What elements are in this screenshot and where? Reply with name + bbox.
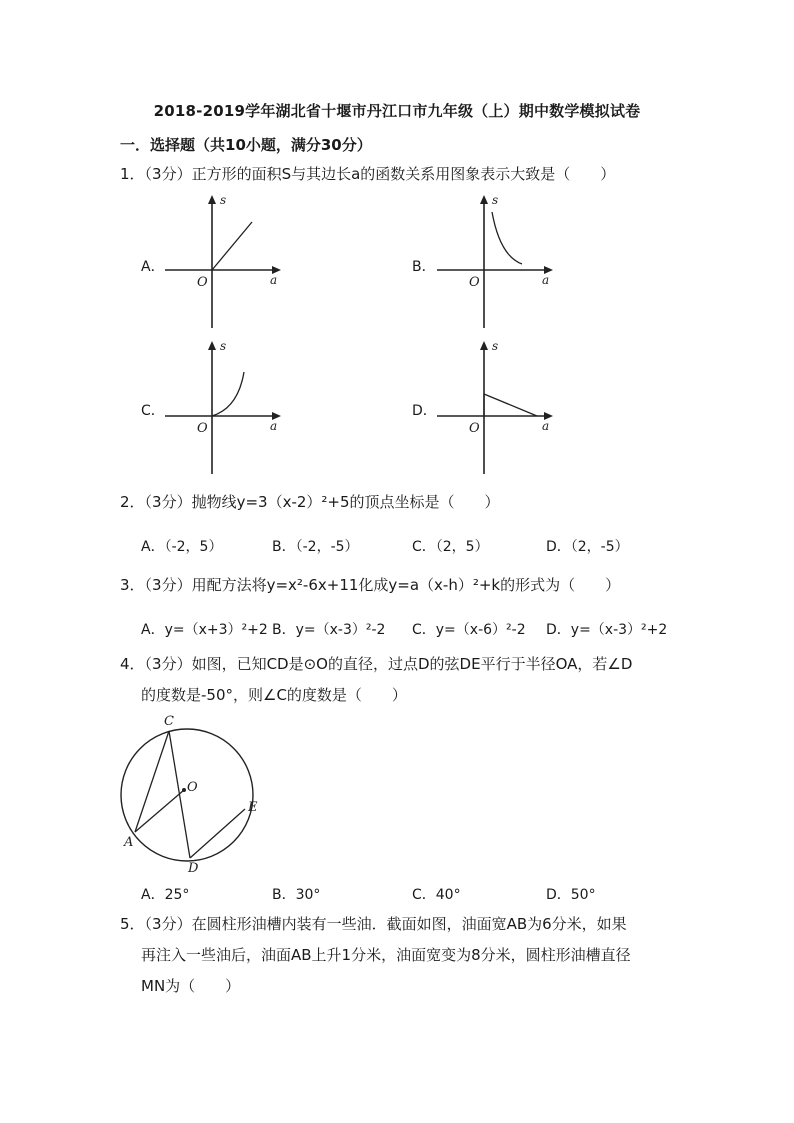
chord-de	[190, 809, 245, 858]
q1-option-b-label[interactable]: B．	[412, 259, 436, 275]
q1-option-d-label[interactable]: D．	[412, 403, 437, 419]
a-axis-label: a	[270, 419, 278, 433]
point-e-label: E	[248, 800, 258, 815]
point-o-label: O	[187, 780, 198, 795]
point-c-label: C	[164, 714, 174, 729]
q2-option-c[interactable]: C．（2，5）	[412, 539, 489, 555]
q3-option-b[interactable]: B．y=（x-3）²-2	[272, 622, 386, 638]
y-axis-arrow	[208, 195, 216, 204]
graph-curve	[492, 212, 522, 264]
origin-label: O	[469, 421, 480, 436]
graph-curve	[212, 372, 244, 416]
y-axis-arrow	[208, 341, 216, 350]
question-4-stem-line-2: 的度数是-50°，则∠C的度数是（ ）	[141, 686, 407, 704]
q4-option-c[interactable]: C．40°	[412, 887, 461, 903]
q1-graph-b	[432, 192, 562, 332]
q1-graph-c	[160, 338, 290, 478]
graph-line	[484, 394, 537, 416]
origin-label: O	[469, 275, 480, 290]
q1-graph-d	[432, 338, 562, 478]
question-3-stem: 3．（3分）用配方法将y=x²-6x+11化成y=a（x-h）²+k的形式为（ ）	[120, 576, 621, 594]
y-axis-arrow	[480, 341, 488, 350]
graph-line	[212, 222, 252, 270]
q1-option-a-label[interactable]: A．	[141, 259, 165, 275]
q3-option-c[interactable]: C．y=（x-6）²-2	[412, 622, 526, 638]
question-2-stem: 2．（3分）抛物线y=3（x-2）²+5的顶点坐标是（ ）	[120, 493, 500, 511]
origin-label: O	[197, 275, 208, 290]
q4-option-a[interactable]: A．25°	[141, 887, 190, 903]
origin-label: O	[197, 421, 208, 436]
q2-option-b[interactable]: B．（-2，-5）	[272, 539, 359, 555]
q2-option-a[interactable]: A．（-2，5）	[141, 539, 223, 555]
q1-option-c-label[interactable]: C．	[141, 403, 165, 419]
q4-circle-figure	[112, 710, 272, 875]
question-5-stem-line-2: 再注入一些油后，油面AB上升1分米，油面宽变为8分米，圆柱形油槽直径	[141, 946, 631, 964]
q1-graph-a	[160, 192, 290, 332]
center-dot	[182, 788, 186, 792]
question-5-stem-line-3: MN为（ ）	[141, 977, 241, 995]
question-4-stem-line-1: 4．（3分）如图，已知CD是⊙O的直径，过点D的弦DE平行于半径OA，若∠D	[120, 655, 633, 673]
question-1-stem: 1．（3分）正方形的面积S与其边长a的函数关系用图象表示大致是（ ）	[120, 165, 616, 183]
y-axis-arrow	[480, 195, 488, 204]
s-axis-label: s	[492, 339, 499, 353]
q3-option-d[interactable]: D．y=（x-3）²+2	[546, 622, 668, 638]
s-axis-label: s	[492, 193, 499, 207]
q2-option-d[interactable]: D．（2，-5）	[546, 539, 629, 555]
s-axis-label: s	[220, 193, 227, 207]
q3-option-a[interactable]: A．y=（x+3）²+2	[141, 622, 268, 638]
page-title: 2018-2019学年湖北省十堰市丹江口市九年级（上）期中数学模拟试卷	[153, 102, 641, 120]
q4-option-d[interactable]: D．50°	[546, 887, 596, 903]
s-axis-label: s	[220, 339, 227, 353]
a-axis-label: a	[270, 273, 278, 287]
a-axis-label: a	[542, 273, 550, 287]
section-heading: 一．选择题（共10小题，满分30分）	[120, 136, 372, 154]
question-5-stem-line-1: 5．（3分）在圆柱形油槽内装有一些油．截面如图，油面宽AB为6分米，如果	[120, 915, 627, 933]
a-axis-label: a	[542, 419, 550, 433]
q4-option-b[interactable]: B．30°	[272, 887, 321, 903]
point-a-label: A	[124, 835, 134, 850]
point-d-label: D	[188, 861, 199, 875]
